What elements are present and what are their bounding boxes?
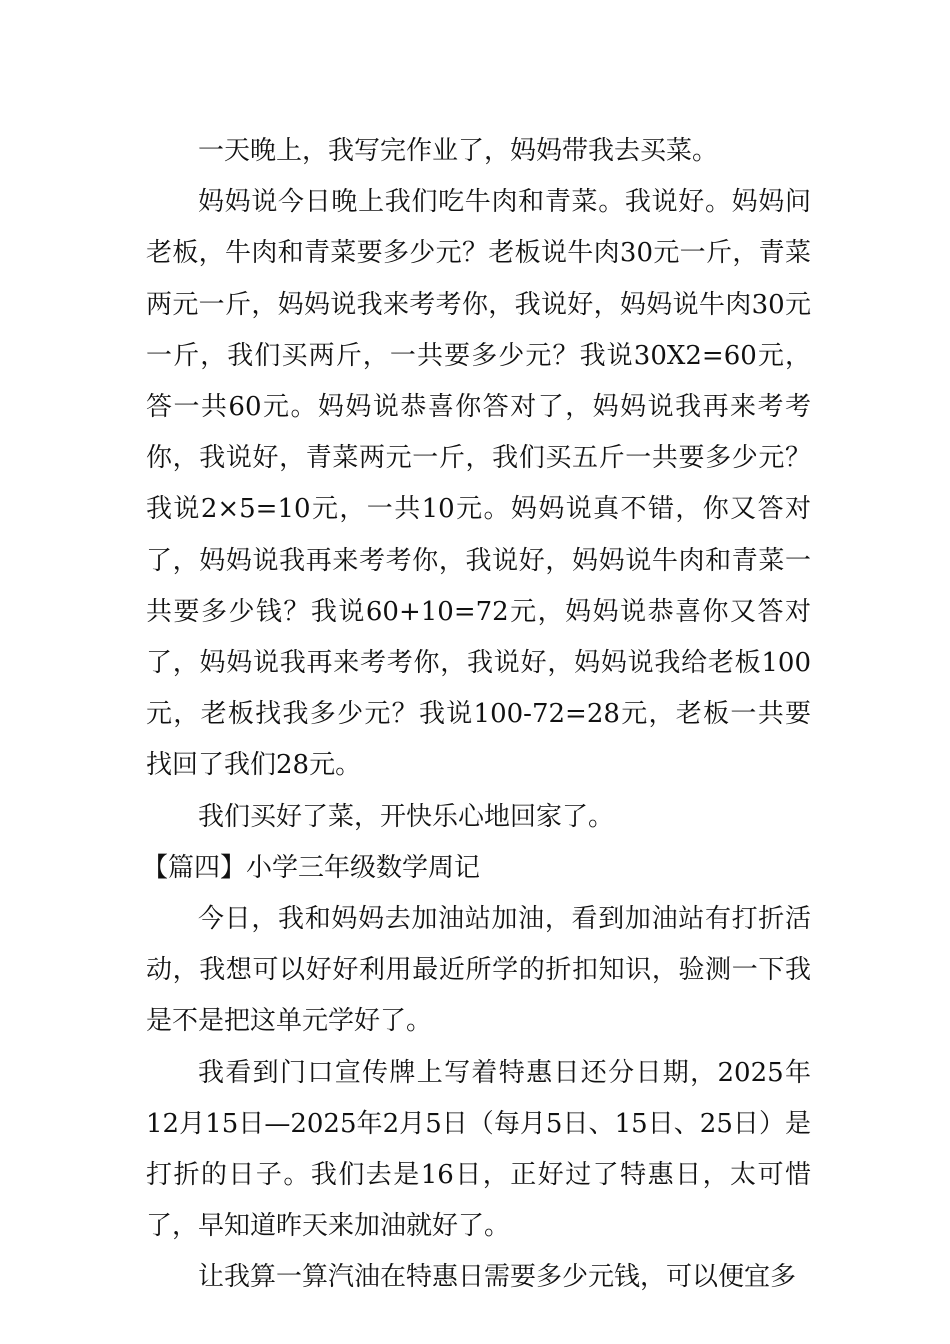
paragraph-calculation: 让我算一算汽油在特惠日需要多少元钱，可以便宜多: [198, 1262, 797, 1293]
paragraph-discount-dates: 我看到门口宣传牌上写着特惠日还分日期，2025年12月15日—2025年2月5日（每月5日、15日、25日）是打折的日子。我们去是16日，正好过了特惠日，太可惜了，早知道昨天来加油就好了。: [146, 1057, 811, 1242]
paragraph-gas-station: 今日，我和妈妈去加油站加油，看到加油站有打折活动，我想可以好好利用最近所学的折扣知识，验测一下我是不是把这单元学好了。: [146, 904, 811, 1037]
paragraph-going-home: 我们买好了菜，开快乐心地回家了。: [198, 801, 615, 832]
paragraph-evening-shopping: 一天晚上，我写完作业了，妈妈带我去买菜。: [198, 136, 719, 166]
paragraph-beef-and-greens-quiz: 妈妈说今日晚上我们吃牛肉和青菜。我说好。妈妈问老板，牛肉和青菜要多少元？老板说牛肉30元一斤，青菜两元一斤，妈妈说我来考考你，我说好，妈妈说牛肉30元一斤，我们买两斤，一共要多少元？我说30X2=60元，答一共60元。妈妈说恭喜你答对了，妈妈说我再来考考你，我说好，青菜两元一斤，我们买五斤一共要多少元？我说2×5=10元，一共10元。妈妈说真不错，你又答对了，妈妈说我再来考考你，我说好，妈妈说牛肉和青菜一共要多少钱？我说60+10=72元，妈妈说恭喜你又答对了，妈妈说我再来考考你，我说好，妈妈说我给老板100元，老板找我多少元？我说100-72=28元，老板一共要找回了我们28元。: [146, 187, 811, 781]
document-body: [142, 126, 811, 1304]
section-heading: 【篇四】小学三年级数学周记: [142, 852, 481, 883]
